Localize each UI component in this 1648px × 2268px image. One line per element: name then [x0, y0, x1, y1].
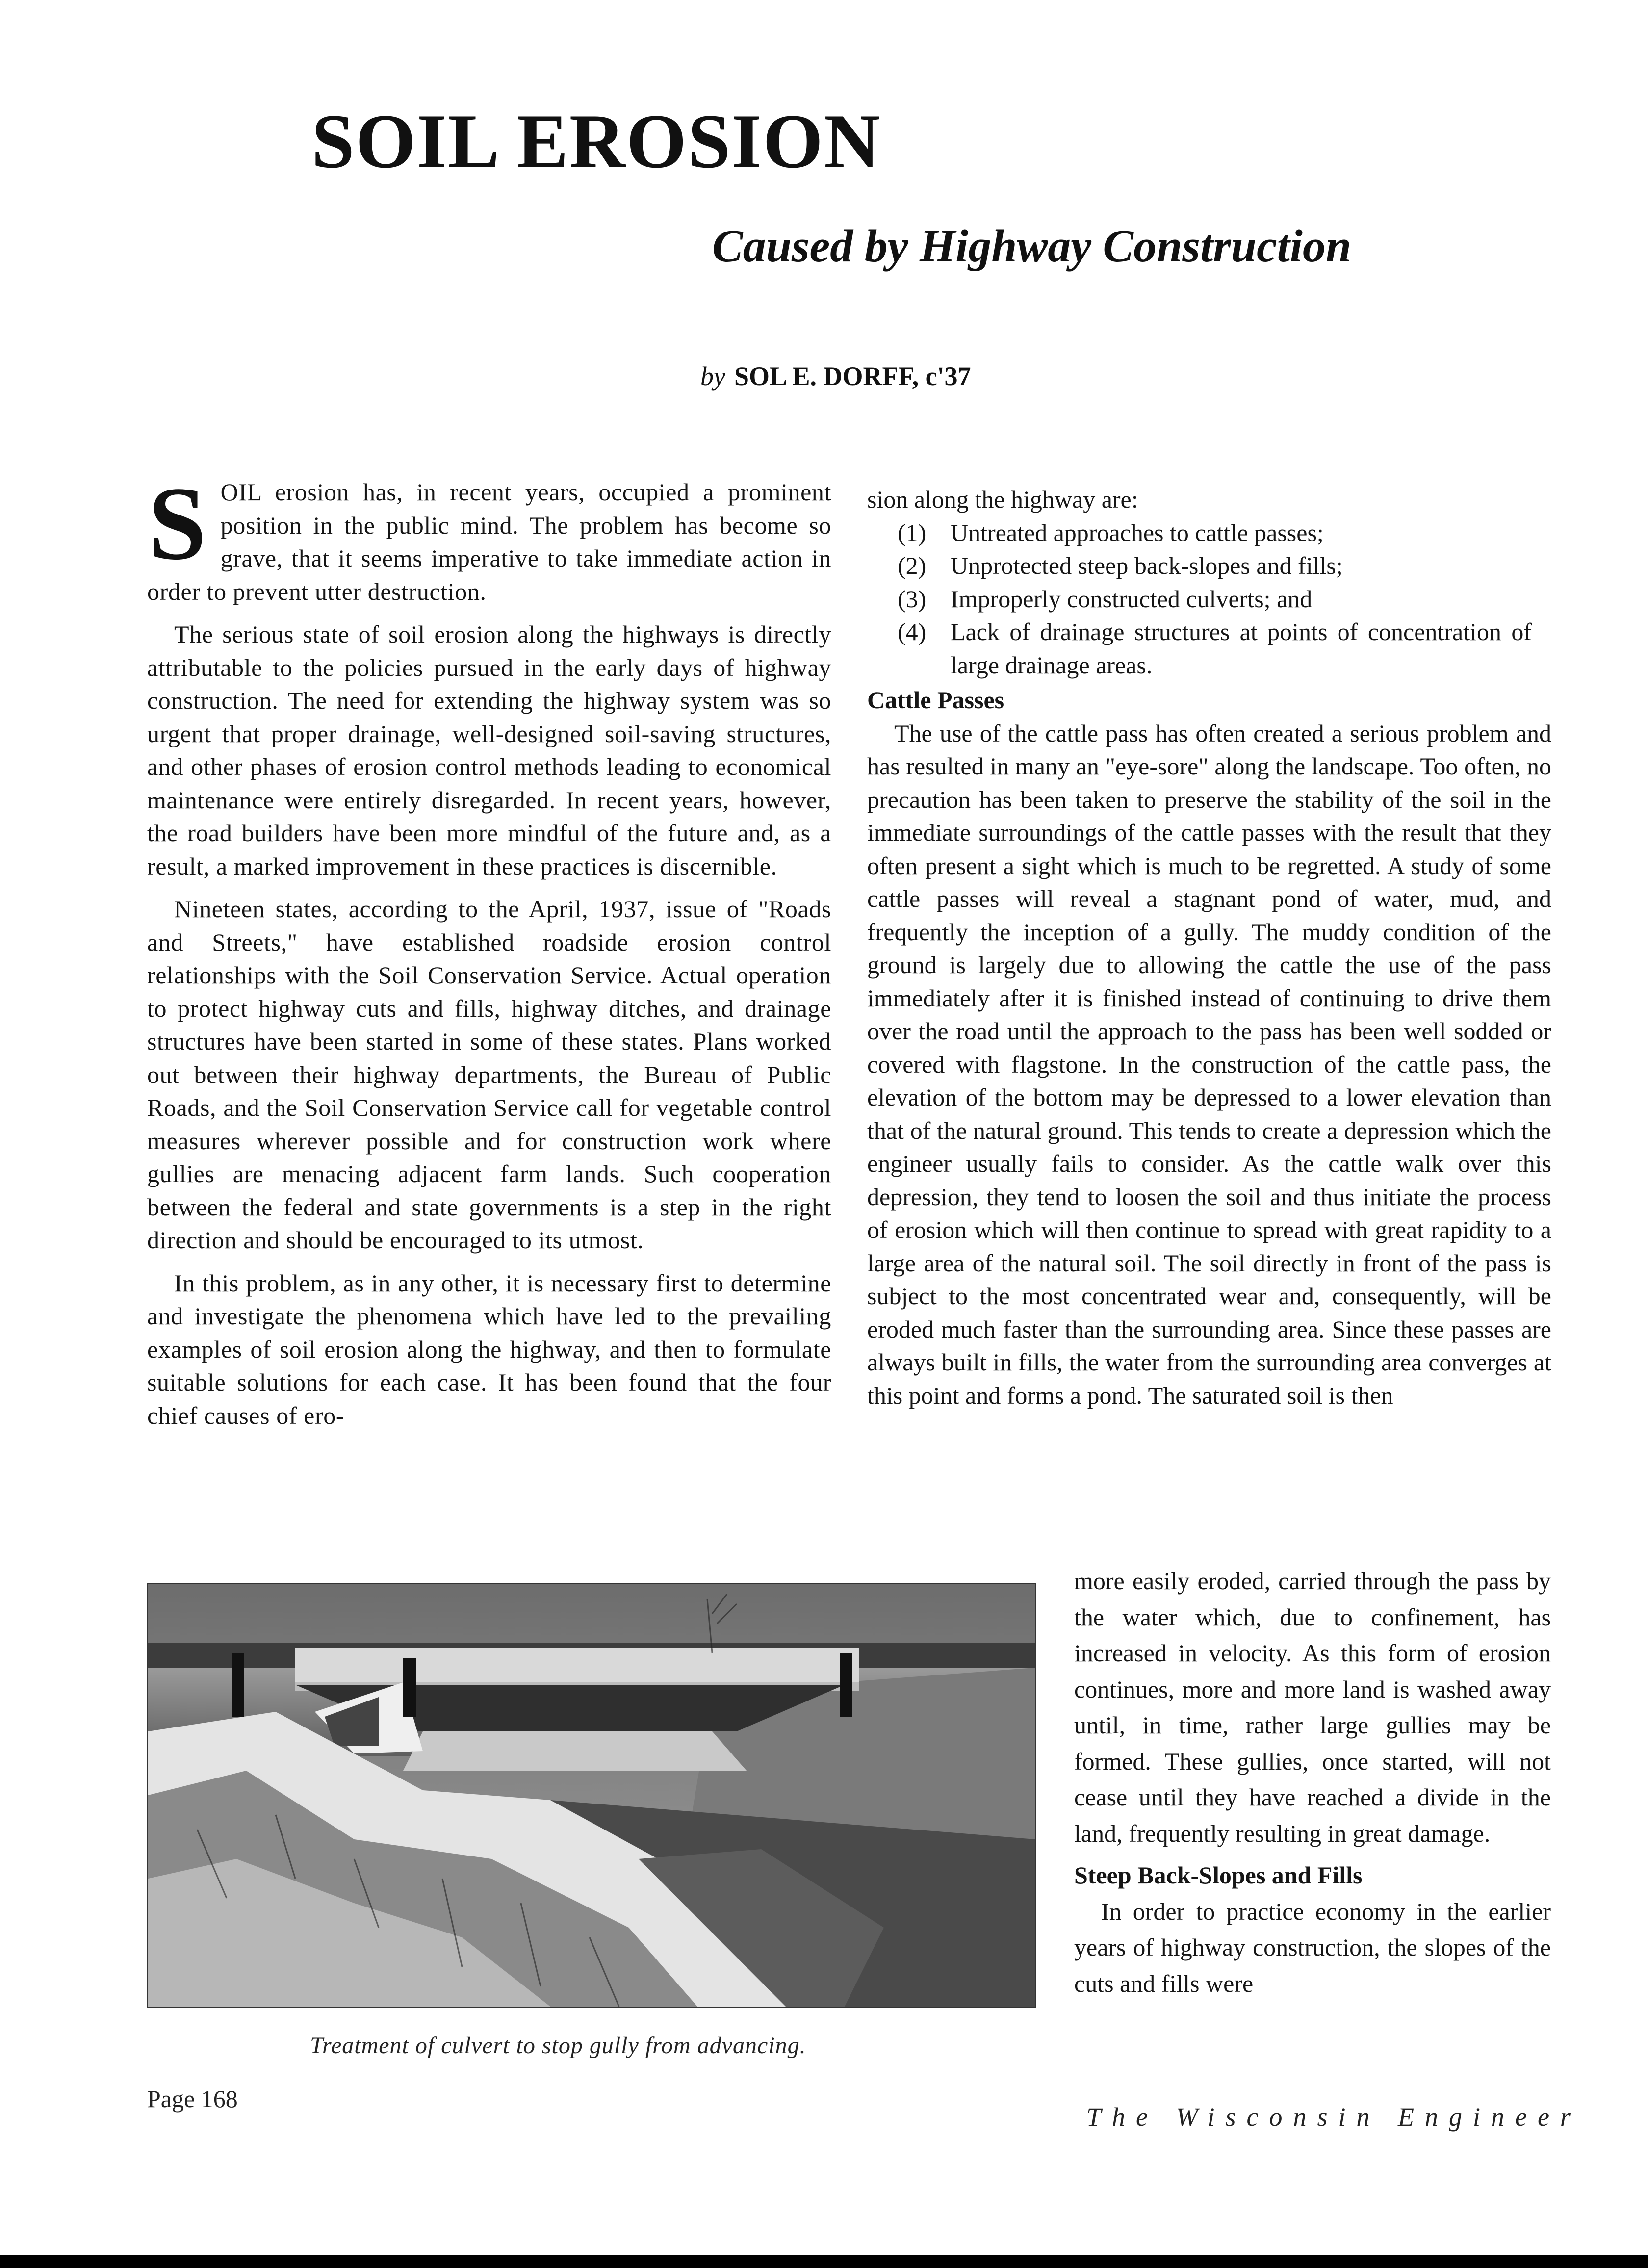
right-column-continued [1074, 1563, 1551, 2002]
list-item-number: (2) [898, 552, 927, 579]
heading-cattle-passes: Cattle Passes [867, 686, 1004, 714]
article-subtitle: Caused by Highway Construction [712, 221, 1352, 272]
paragraph-cattle-passes: The use of the cattle pass has often created a serious problem and has resulted in many an "eye-sore" along the landscape. Too often, no precaution has been taken to preserve the stability of the soil in the immediate surroundings of the cattle passes with the result that they often present a sight which is much to be regretted. A study of some cattle passes will reveal a stagnant pond of water, mud, and frequently the inception of a gully. The muddy condition of the ground is largely due to allowing the cattle the use of the pass immediately after it is finished instead of continuing to drive them over the road until the approach to the pass has been well sodded or covered with flagstone. In the construction of the cattle pass, the elevation of the bottom may be depressed to a lower elevation than that of the natural ground. This tends to create a depression which the engineer usually fails to consider. As the cattle walk over this depression, they tend to loosen the soil and thus initiate the process of erosion which will then continue to spread with great rapidity to a large area of the natural soil. The soil directly in front of the pass is subject to the most concentrated wear and, consequently, will be eroded much faster than the surrounding area. Since these passes are always built in fills, the water from the surrounding area converges at this point and forms a pond. The saturated soil is then [867, 719, 1551, 1409]
list-item-text: Untreated approaches to cattle passes; [951, 518, 1324, 546]
list-item-number: (1) [898, 518, 927, 546]
causes-intro: sion along the highway are: [867, 486, 1138, 513]
photo-caption: Treatment of culvert to stop gully from advancing. [310, 2033, 806, 2059]
list-item-text: Lack of drainage structures at points of concentration of large drainage areas. [951, 618, 1532, 679]
paragraph-intro-text: OIL erosion has, in recent years, occupied a prominent position in the public mind. The problem has become so grave, that it seems imperative to take immediate action in order to prevent utter destruction. [147, 478, 831, 605]
page-number: Page 168 [147, 2085, 238, 2113]
paragraph-steep-slopes: In order to practice economy in the earlier years of highway construction, the slopes of the cuts and fills were [1074, 1897, 1551, 1997]
list-item-text: Unprotected steep back-slopes and fills; [951, 552, 1343, 579]
list-item [867, 516, 1551, 550]
right-column [867, 483, 1551, 1412]
paragraph-this-problem: In this problem, as in any other, it is necessary first to determine and investigate the phenomena which have led to the prevailing examples of soil erosion along the highway, and then to formulate suitable solutions for each case. It has been found that the four chief causes of ero- [147, 1269, 831, 1429]
list-item [867, 583, 1551, 616]
list-item [867, 549, 1551, 583]
list-item-number: (3) [898, 585, 927, 613]
list-item-number: (4) [898, 618, 927, 645]
journal-name: The Wisconsin Engineer [1086, 2102, 1581, 2132]
paragraph-cattle-continued: more easily eroded, carried through the pass by the water which, due to confinement, has increased in velocity. As this form of erosion continues, more and more land is washed away until, in time, rather large gullies may be formed. These gullies, once started, will not cease until they have reached a divide in the land, frequently resulting in great damage. [1074, 1567, 1551, 1847]
culvert-photo-illustration [148, 1584, 1035, 2007]
paragraph-nineteen-states: Nineteen states, according to the April, 1937, issue of "Roads and Streets," have established roadside erosion control relationships with the Soil Conservation Service. Actual operation to protect highway cuts and fills, highway ditches, and drainage structures have been started in some of these states. Plans worked out between their highway departments, the Bureau of Public Roads, and the Soil Conservation Service call for vegetable control measures wherever possible and for construction work where gullies are menacing adjacent farm lands. Such cooperation between the federal and state governments is a step in the right direction and should be encouraged to its utmost. [147, 895, 831, 1254]
list-item [867, 616, 1551, 682]
paragraph-intro [147, 465, 831, 608]
causes-list [867, 516, 1551, 682]
drop-cap: S [148, 465, 207, 582]
heading-steep-slopes: Steep Back-Slopes and Fills [1074, 1861, 1363, 1889]
article-title: SOIL EROSION [311, 99, 881, 184]
list-item-text: Improperly constructed culverts; and [951, 585, 1313, 613]
paragraph-serious-state: The serious state of soil erosion along the highways is directly attributable to the policies pursued in the early days of highway construction. The need for extending the highway system was so urgent that proper drainage, well-designed soil-saving structures, and other phases of erosion control methods leading to economical maintenance were entirely disregarded. In recent years, however, the road builders have been more mindful of the future and, as a result, a marked improvement in these practices is discernible. [147, 620, 831, 880]
culvert-photo [147, 1583, 1036, 2008]
byline [700, 363, 971, 389]
bottom-scan-border [0, 2255, 1648, 2268]
left-column [147, 465, 831, 1432]
byline-prefix: by [700, 361, 725, 391]
byline-author: SOL E. DORFF, c'37 [734, 361, 971, 391]
